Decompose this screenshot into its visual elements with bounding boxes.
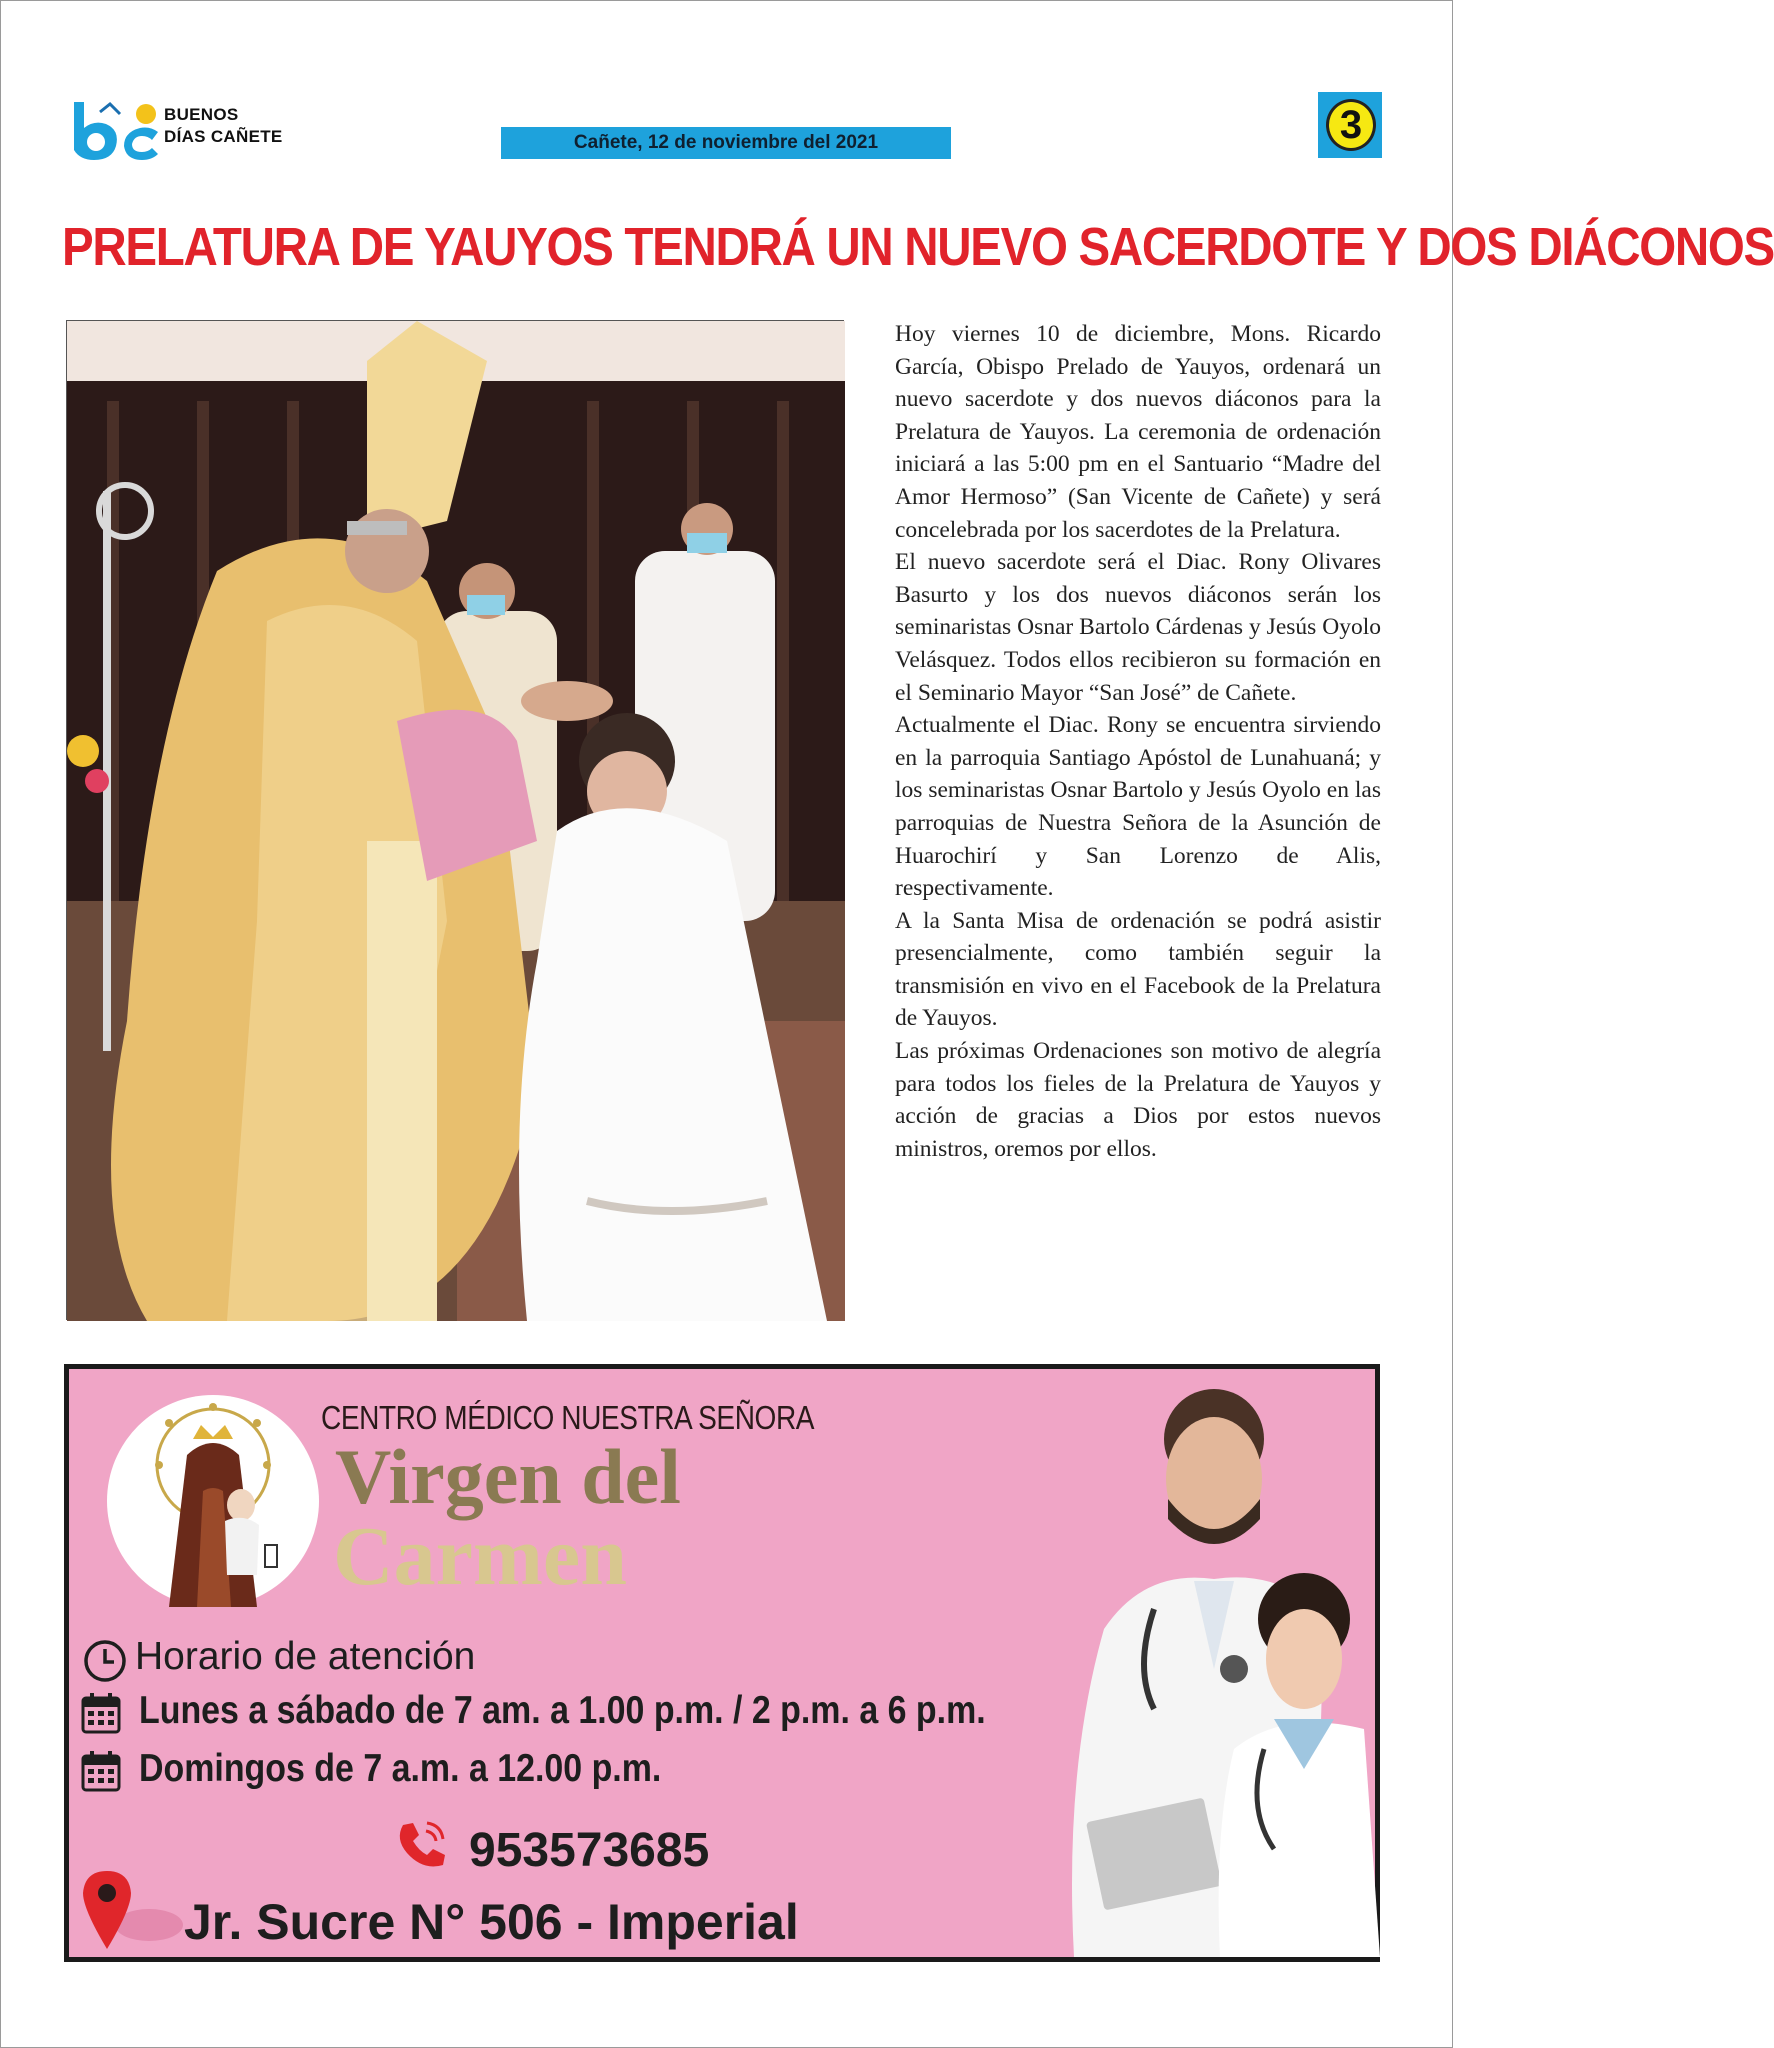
- calendar-icon: [81, 1750, 121, 1792]
- phone-icon: [393, 1817, 449, 1871]
- ad-weekday-hours: Lunes a sábado de 7 am. a 1.00 p.m. / 2 p.m. a 6 p.m.: [139, 1689, 986, 1732]
- date-bar: Cañete, 12 de noviembre del 2021: [501, 127, 951, 159]
- article-paragraph: Hoy viernes 10 de diciembre, Mons. Ricardo García, Obispo Prelado de Yauyos, ordenará un nuevo sacerdote y dos nuevos diáconos para la Prelatura de Yauyos. La ceremonia de ordenación iniciará a las 5:00 pm en el Santuario “Madre del Amor Hermoso” (San Vicente de Cañete) y será concelebrada por los sacerdotes de la Prelatura.: [895, 321, 1381, 543]
- virgin-image: [107, 1395, 319, 1607]
- ad-horario: Horario de atención: [135, 1635, 476, 1678]
- article-paragraph: Las próximas Ordenaciones son motivo de alegría para todos los fieles de la Prelatura de Yauyos y acción de gracias a Dios por estos nuevos ministros, oremos por ellos.: [895, 1038, 1381, 1162]
- logo-text-line1: BUENOS: [164, 105, 239, 124]
- article-paragraph: A la Santa Misa de ordenación se podrá asistir presencialmente, como también seguir la transmisión en vivo en el Facebook de la Prelatura de Yauyos.: [895, 907, 1381, 1032]
- logo-text: [164, 104, 283, 148]
- ad-centro-label: CENTRO MÉDICO NUESTRA SEÑORA: [321, 1399, 815, 1436]
- logo-text-line2: DÍAS CAÑETE: [164, 127, 283, 146]
- ad-name-line2: Carmen: [333, 1510, 627, 1603]
- article-paragraph: Actualmente el Diac. Rony se encuentra sirviendo en la parroquia Santiago Apóstol de Lunahuaná; y los seminaristas Osnar Bartolo y Jesús Oyolo en las parroquias de Nuestra Señora de la Asunción de Huarochirí y San Lorenzo de Alis, respectivamente.: [895, 712, 1381, 902]
- ad-phone-number: 953573685: [469, 1824, 710, 1877]
- ad-address: Jr. Sucre N° 506 - Imperial: [184, 1894, 799, 1950]
- ad-sunday-hours: Domingos de 7 a.m. a 12.00 p.m.: [139, 1747, 662, 1790]
- page-number: 3: [1326, 99, 1376, 151]
- calendar-icon: [81, 1692, 121, 1734]
- article-paragraph: El nuevo sacerdote será el Diac. Rony Olivares Basurto y los dos nuevos diáconos serán los seminaristas Osnar Bartolo Cárdenas y Jesús Oyolo Velásquez. Todos ellos recibieron su formación en el Seminario Mayor “San José” de Cañete.: [895, 549, 1381, 706]
- article-body: [895, 318, 1381, 1165]
- page-number-badge: [1318, 92, 1382, 158]
- medical-center-ad: [64, 1364, 1380, 1962]
- location-pin-icon: [79, 1869, 189, 1953]
- doctors-image: [984, 1369, 1380, 1957]
- ad-name-line1: Virgen del: [335, 1433, 681, 1520]
- bc-logo-icon: [70, 98, 162, 164]
- clock-icon: [83, 1639, 127, 1683]
- headline: PRELATURA DE YAUYOS TENDRÁ UN NUEVO SACERDOTE Y DOS DIÁCONOS: [62, 217, 1774, 277]
- ordination-photo: [66, 320, 844, 1320]
